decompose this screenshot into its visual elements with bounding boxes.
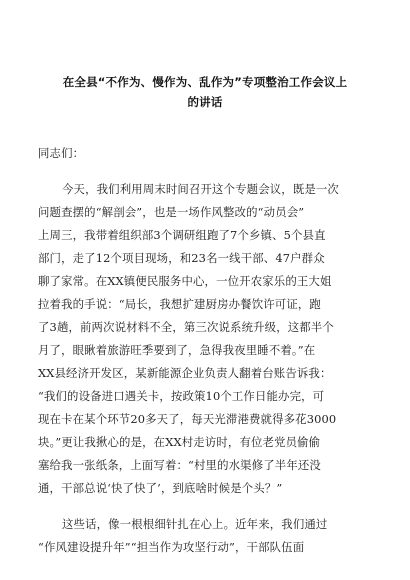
body-line-6: 拉着我的手说：“局长，我想扩建厨房办餐饮许可证，跑 — [38, 297, 321, 311]
body-line-14: 通，干部总说‘快了快了’，到底啥时候是个头？” — [38, 481, 283, 495]
body-line-1: 今天，我们利用周末时间召开这个专题会议，既是一次 — [62, 182, 339, 196]
document-title-line-1: 在全县“不作为、慢作为、乱作为”专项整治工作会议上 — [62, 75, 348, 89]
body-line-10: “我们的设备进口遇关卡，按政策10个工作日能办完，可 — [38, 389, 325, 403]
body-line-7: 了3趟，前两次说材料不全，第三次说系统升级，这都半个 — [38, 320, 334, 334]
body-line-11: 现在卡在某个环节20多天了，每天光滞港费就得多花3000 — [38, 412, 337, 426]
body-line-12: 块。”更让我揪心的是，在XX村走访时，有位老党员偷偷 — [38, 435, 321, 449]
body-line-3: 上周三，我带着组织部3个调研组跑了7个乡镇、5个县直 — [38, 228, 326, 242]
body-line-13: 塞给我一张纸条，上面写着：“村里的水渠修了半年还没 — [38, 458, 321, 472]
greeting: 同志们： — [38, 146, 85, 160]
body-line-8: 月了，眼瞅着旅游旺季要到了，急得我夜里睡不着。”在 — [38, 343, 316, 357]
body-line-2: 问题查摆的“解剖会”，也是一场作风整改的“动员会” — [38, 205, 305, 219]
body-line-4: 部门，走了12个项目现场，和23名一线干部、47户群众 — [38, 251, 325, 265]
body-line-5: 聊了家常。在XX镇便民服务中心，一位开农家乐的王大姐 — [38, 274, 332, 288]
document-title-line-2: 的讲话 — [187, 95, 223, 109]
body-line-15: 这些话，像一根根细针扎在心上。近年来，我们通过 — [62, 517, 328, 531]
body-line-16: “作风建设提升年”“担当作为攻坚行动”，干部队伍面 — [38, 540, 305, 554]
body-line-9: XX县经济开发区，某新能源企业负责人翻着台账告诉我： — [38, 366, 332, 380]
